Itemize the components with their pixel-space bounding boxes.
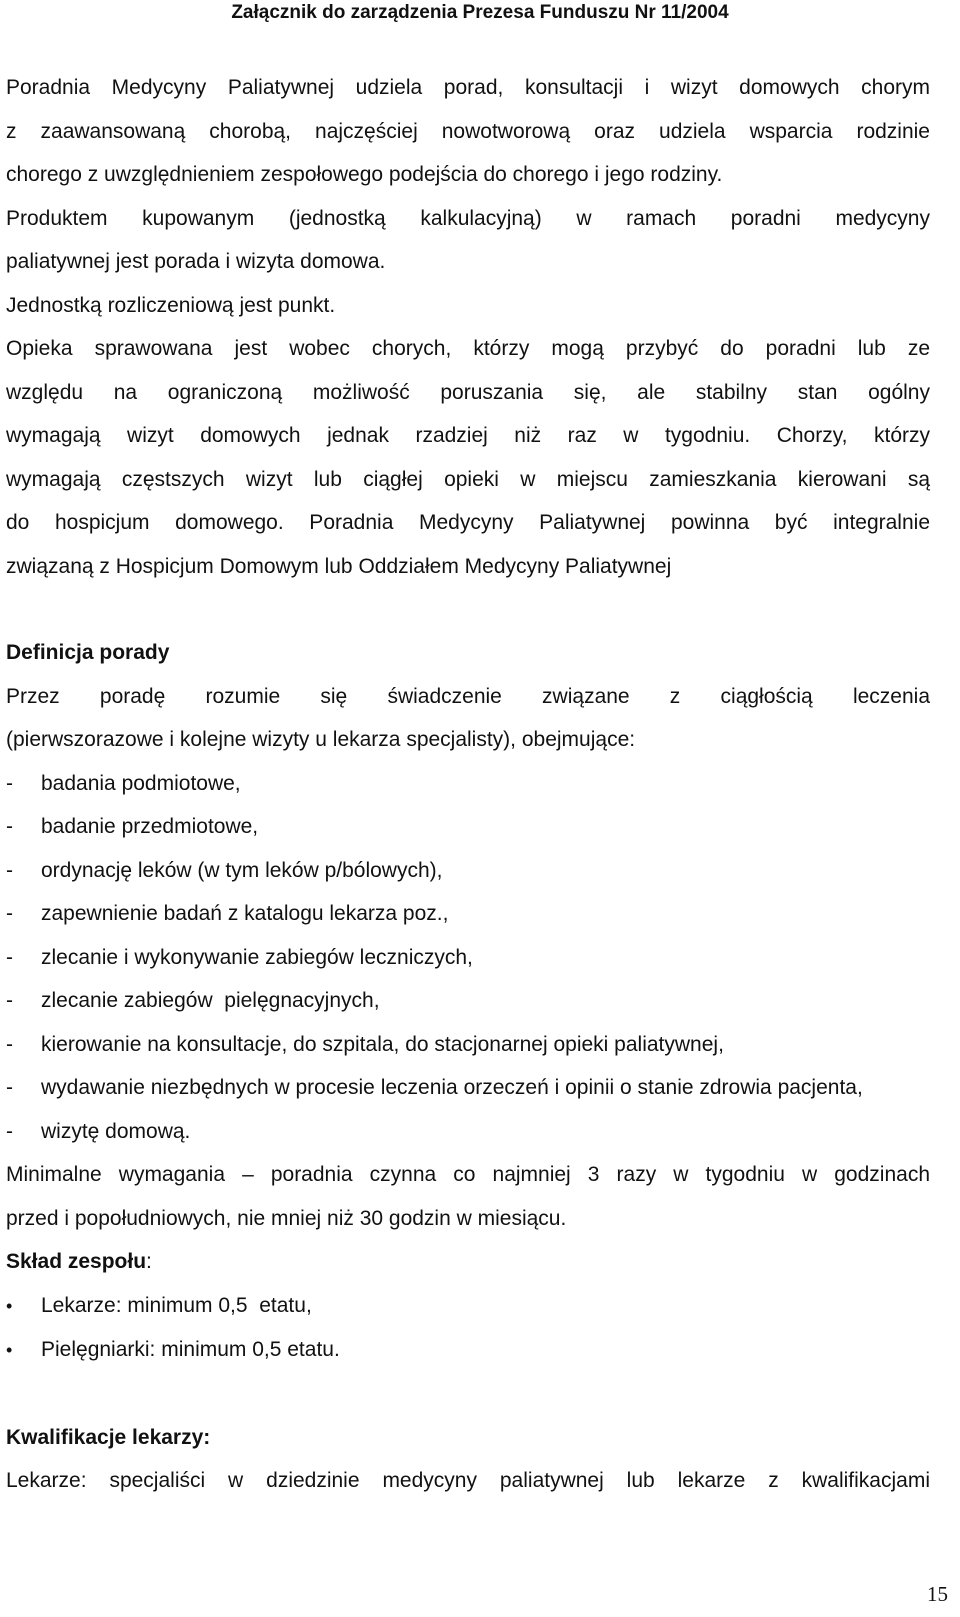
definition-list-item [6,1023,930,1067]
spacer [6,1373,930,1416]
definition-list-item [6,849,930,893]
intro-line: związaną z Hospicjum Domowym lub Oddziałem Medycyny Paliatywnej [6,554,672,578]
dash-marker: - [6,815,13,838]
intro-line: Jednostką rozliczeniową jest punkt. [6,293,336,317]
intro-line: Produktem kupowanym (jednostką kalkulacyjną) w ramach poradni medycyny [6,206,930,230]
list-item-text: wizytę domową. [41,1119,191,1143]
intro-line: z zaawansowaną chorobą, najczęściej nowotworową oraz udziela wsparcia rodzinie [6,119,930,143]
dash-marker: - [6,1119,13,1143]
dash-marker: - [6,858,13,882]
intro-line: do hospicjum domowego. Poradnia Medycyny Paliatywnej powinna być integralnie [6,511,930,534]
list-item-text: zapewnienie badań z katalogu lekarza poz., [41,902,449,925]
team-heading-colon: : [146,1250,152,1273]
list-item-text: badania podmiotowe, [41,771,241,795]
definition-list-item [6,762,930,806]
definition-heading: Definicja porady [6,641,170,664]
definition-list-item [6,892,930,936]
team-heading: Skład zespołu [6,1250,147,1273]
minimum-requirements-line: Minimalne wymagania – poradnia czynna co najmniej 3 razy w tygodniu w godzinach [6,1163,930,1186]
dash-marker: - [6,1032,13,1056]
document-header: Załącznik do zarządzenia Prezesa Funduszu Nr 11/2004 [231,2,729,23]
dash-marker: - [6,1076,13,1099]
dash-marker: - [6,771,13,795]
definition-list-item [6,979,930,1023]
list-item-text: zlecanie zabiegów pielęgnacyjnych, [41,989,380,1012]
definition-list-item [6,936,930,980]
list-item-text: Lekarze: minimum 0,5 etatu, [41,1293,312,1317]
dash-marker: - [6,945,13,969]
list-item-text: badanie przedmiotowe, [41,815,259,838]
bullet-marker: • [6,1295,13,1316]
definition-list-item [6,1066,930,1110]
definition-list-item [6,1110,930,1154]
intro-line: Opieka sprawowana jest wobec chorych, którzy mogą przybyć do poradni lub ze [6,337,930,360]
definition-list-item [6,805,930,849]
intro-line: wymagają wizyt domowych jednak rzadziej niż raz w tygodniu. Chorzy, którzy [6,424,930,447]
document-body [6,66,930,1503]
qualifications-heading: Kwalifikacje lekarzy: [6,1425,211,1449]
list-item-text: Pielęgniarki: minimum 0,5 etatu. [41,1338,340,1361]
bullet-marker: • [6,1340,13,1360]
spacer [6,588,930,631]
dash-marker: - [6,902,13,925]
intro-line: chorego z uwzględnieniem zespołowego podejścia do chorego i jego rodziny. [6,163,723,186]
qualifications-line: Lekarze: specjaliści w dziedzinie medycyny paliatywnej lub lekarze z kwalifikacjami [6,1469,930,1492]
definition-line: Przez poradę rozumie się świadczenie związane z ciągłością leczenia [6,684,930,708]
minimum-requirements-line: przed i popołudniowych, nie mniej niż 30 godzin w miesiącu. [6,1206,567,1230]
definition-line: (pierwszorazowe i kolejne wizyty u lekarza specjalisty), obejmujące: [6,728,636,751]
list-item-text: ordynację leków (w tym leków p/bólowych), [41,858,443,882]
team-list-item [6,1284,930,1329]
intro-line: paliatywnej jest porada i wizyta domowa. [6,250,386,273]
list-item-text: zlecanie i wykonywanie zabiegów leczniczych, [41,945,473,969]
list-item-text: wydawanie niezbędnych w procesie leczenia orzeczeń i opinii o stanie zdrowia pacjenta, [41,1076,863,1099]
team-list-item [6,1328,930,1373]
page-number: 15 [927,1582,948,1606]
intro-line: względu na ograniczoną możliwość poruszania się, ale stabilny stan ogólny [6,380,930,404]
list-item-text: kierowanie na konsultacje, do szpitala, do stacjonarnej opieki paliatywnej, [41,1032,724,1056]
intro-line: Poradnia Medycyny Paliatywnej udziela porad, konsultacji i wizyt domowych chorym [6,76,930,99]
team-heading-line [6,1240,930,1284]
dash-marker: - [6,989,13,1012]
intro-line: wymagają częstszych wizyt lub ciągłej opieki w miejscu zamieszkania kierowani są [6,467,930,491]
